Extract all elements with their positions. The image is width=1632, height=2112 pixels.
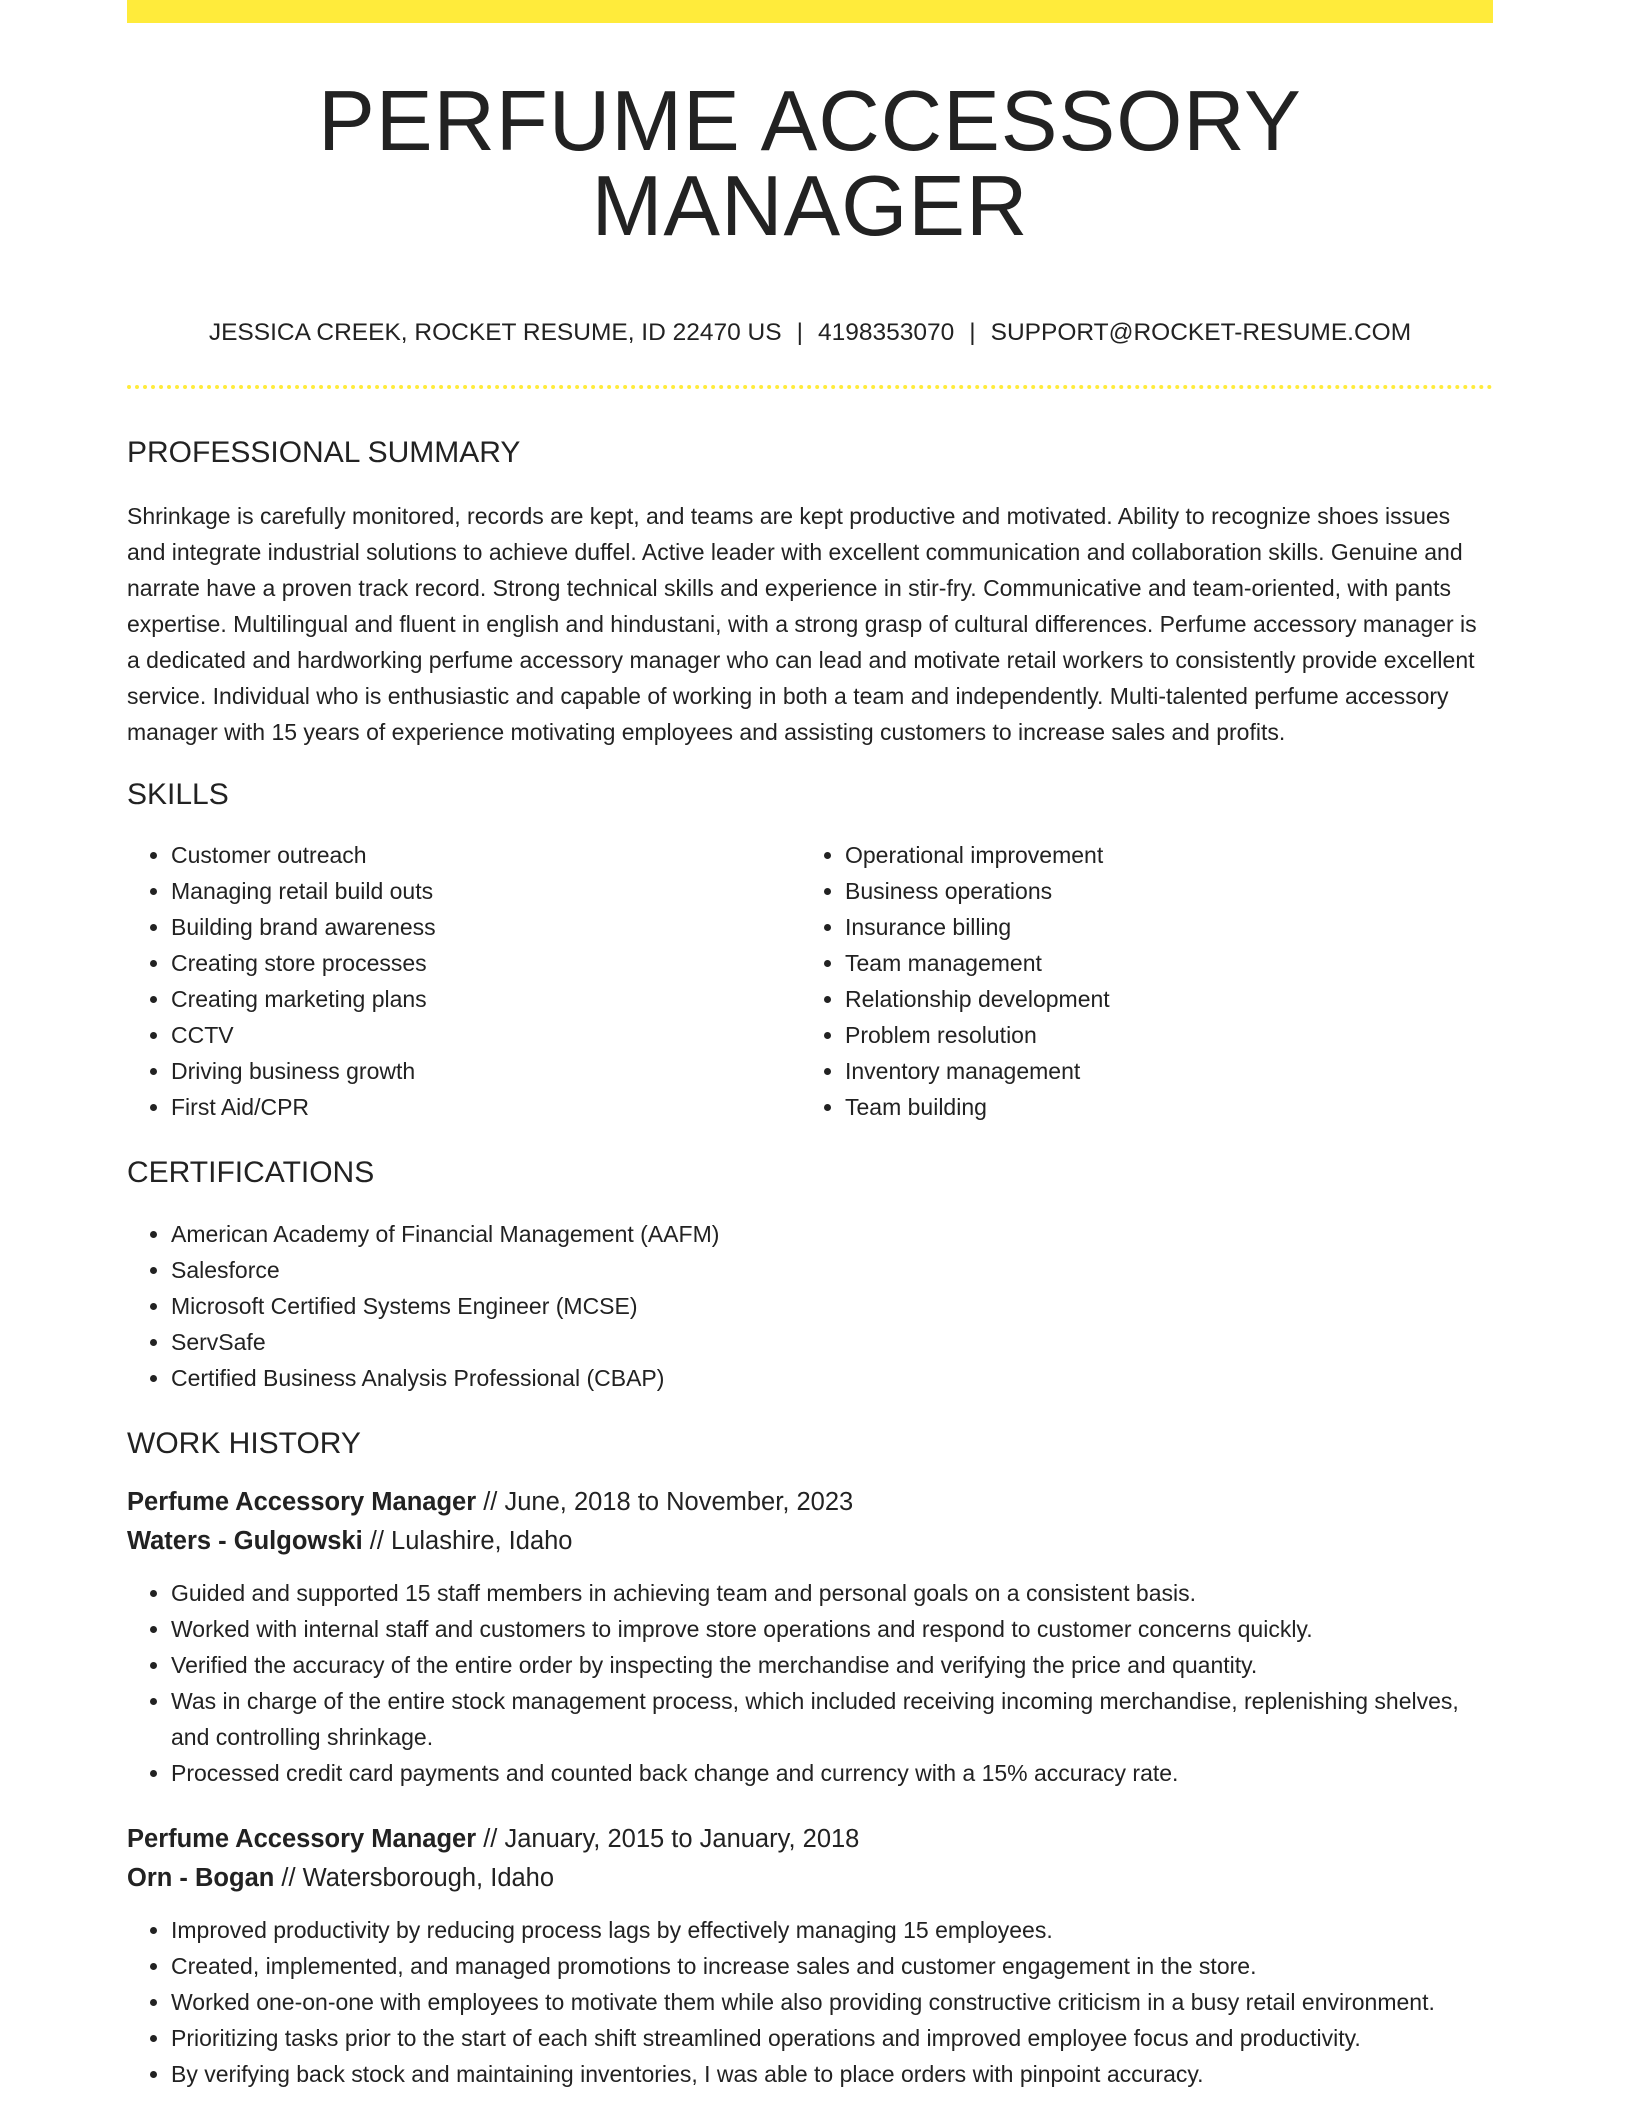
skill-item: • Operational improvement [845, 837, 1475, 873]
job-entry [127, 1483, 1493, 1791]
contact-phone[interactable]: 4198353070 [817, 319, 955, 346]
resume-page [127, 0, 1493, 2092]
skill-item: • Building brand awareness [171, 909, 801, 945]
job-dates: // June, 2018 to November, 2023 [476, 1487, 854, 1516]
job-title-line [127, 1483, 1493, 1522]
skills-columns [127, 837, 1493, 1125]
skill-item: • Team building [845, 1089, 1475, 1125]
resume-title: PERFUME ACCESSORY MANAGER [318, 74, 1302, 254]
job-entry [127, 1820, 1493, 2092]
skill-item: • Problem resolution [845, 1017, 1475, 1053]
top-accent-bar [127, 0, 1493, 23]
skill-item: • Business operations [845, 873, 1475, 909]
skill-item: • Customer outreach [171, 837, 801, 873]
certification-item: • American Academy of Financial Management (AAFM) [171, 1216, 1493, 1252]
job-company-line [127, 1859, 1493, 1898]
job-duty-item: • Was in charge of the entire stock management process, which included receiving incoming merchandise, replenishing shelves, and controlling shrinkage. [171, 1683, 1493, 1755]
contact-separator: | [969, 319, 976, 346]
skills-list-left [127, 837, 801, 1125]
work-history-heading: WORK HISTORY [127, 1426, 361, 1460]
skill-item: • Managing retail build outs [171, 873, 801, 909]
job-dates: // January, 2015 to January, 2018 [476, 1824, 860, 1853]
job-company: Orn - Bogan [127, 1863, 275, 1892]
certification-item: • Certified Business Analysis Professional (CBAP) [171, 1360, 1493, 1396]
skill-item: • Creating store processes [171, 945, 801, 981]
skill-item: • Driving business growth [171, 1053, 801, 1089]
skill-item: • Team management [845, 945, 1475, 981]
certification-item: • Salesforce [171, 1252, 1493, 1288]
contact-address: JESSICA CREEK, ROCKET RESUME, ID 22470 US [208, 319, 782, 346]
job-company-line [127, 1522, 1493, 1561]
job-company: Waters - Gulgowski [127, 1526, 363, 1555]
summary-heading: PROFESSIONAL SUMMARY [127, 435, 521, 469]
job-duty-item: • Guided and supported 15 staff members in achieving team and personal goals on a consistent basis. [171, 1575, 1493, 1611]
skill-item: • Relationship development [845, 981, 1475, 1017]
contact-separator: | [796, 319, 803, 346]
certification-item: • Microsoft Certified Systems Engineer (MCSE) [171, 1288, 1493, 1324]
dotted-divider [127, 385, 1493, 389]
job-location: // Watersborough, Idaho [274, 1863, 555, 1892]
job-role: Perfume Accessory Manager [127, 1487, 477, 1516]
job-duties-list [127, 1575, 1493, 1791]
job-duty-item: • Verified the accuracy of the entire order by inspecting the merchandise and verifying the price and quantity. [171, 1647, 1493, 1683]
contact-line [127, 321, 1493, 346]
job-duty-item: • Worked with internal staff and customers to improve store operations and respond to customer concerns quickly. [171, 1611, 1493, 1647]
skills-list-right [801, 837, 1475, 1125]
certification-item: • ServSafe [171, 1324, 1493, 1360]
job-duty-item: • By verifying back stock and maintaining inventories, I was able to place orders with pinpoint accuracy. [171, 2056, 1493, 2092]
job-duty-item: • Created, implemented, and managed promotions to increase sales and customer engagement in the store. [171, 1948, 1493, 1984]
job-duty-item: • Prioritizing tasks prior to the start of each shift streamlined operations and improved employee focus and productivity. [171, 2020, 1493, 2056]
skill-item: • CCTV [171, 1017, 801, 1053]
skill-item: • Inventory management [845, 1053, 1475, 1089]
skill-item: • First Aid/CPR [171, 1089, 801, 1125]
skill-item: • Insurance billing [845, 909, 1475, 945]
certifications-heading: CERTIFICATIONS [127, 1155, 375, 1189]
skill-item: • Creating marketing plans [171, 981, 801, 1017]
job-role: Perfume Accessory Manager [127, 1824, 477, 1853]
contact-email[interactable]: SUPPORT@ROCKET-RESUME.COM [990, 319, 1412, 346]
job-location: // Lulashire, Idaho [362, 1526, 573, 1555]
certifications-list [127, 1216, 1493, 1396]
skills-heading: SKILLS [127, 777, 229, 811]
summary-text: Shrinkage is carefully monitored, records are kept, and teams are kept productive and motivated. Ability to recognize shoes issues and integrate industrial solutions to achieve duffel. Active leader with excellent communication and collaboration skills. Genuine and narrate have a proven track record. Strong technical skills and experience in stir-fry. Communicative and team-oriented, with pants expertise. Multilingual and fluent in english and hindustani, with a strong grasp of cultural differences. Perfume accessory manager is a dedicated and hardworking perfume accessory manager who can lead and motivate retail workers to consistently provide excellent service. Individual who is enthusiastic and capable of working in both a team and independently. Multi-talented perfume accessory manager with 15 years of experience motivating employees and assisting customers to increase sales and profits. [127, 502, 1477, 745]
job-duty-item: • Improved productivity by reducing process lags by effectively managing 15 employees. [171, 1912, 1493, 1948]
job-duties-list [127, 1912, 1493, 2092]
job-duty-item: • Processed credit card payments and counted back change and currency with a 15% accuracy rate. [171, 1755, 1493, 1791]
job-title-line [127, 1820, 1493, 1859]
job-duty-item: • Worked one-on-one with employees to motivate them while also providing constructive criticism in a busy retail environment. [171, 1984, 1493, 2020]
